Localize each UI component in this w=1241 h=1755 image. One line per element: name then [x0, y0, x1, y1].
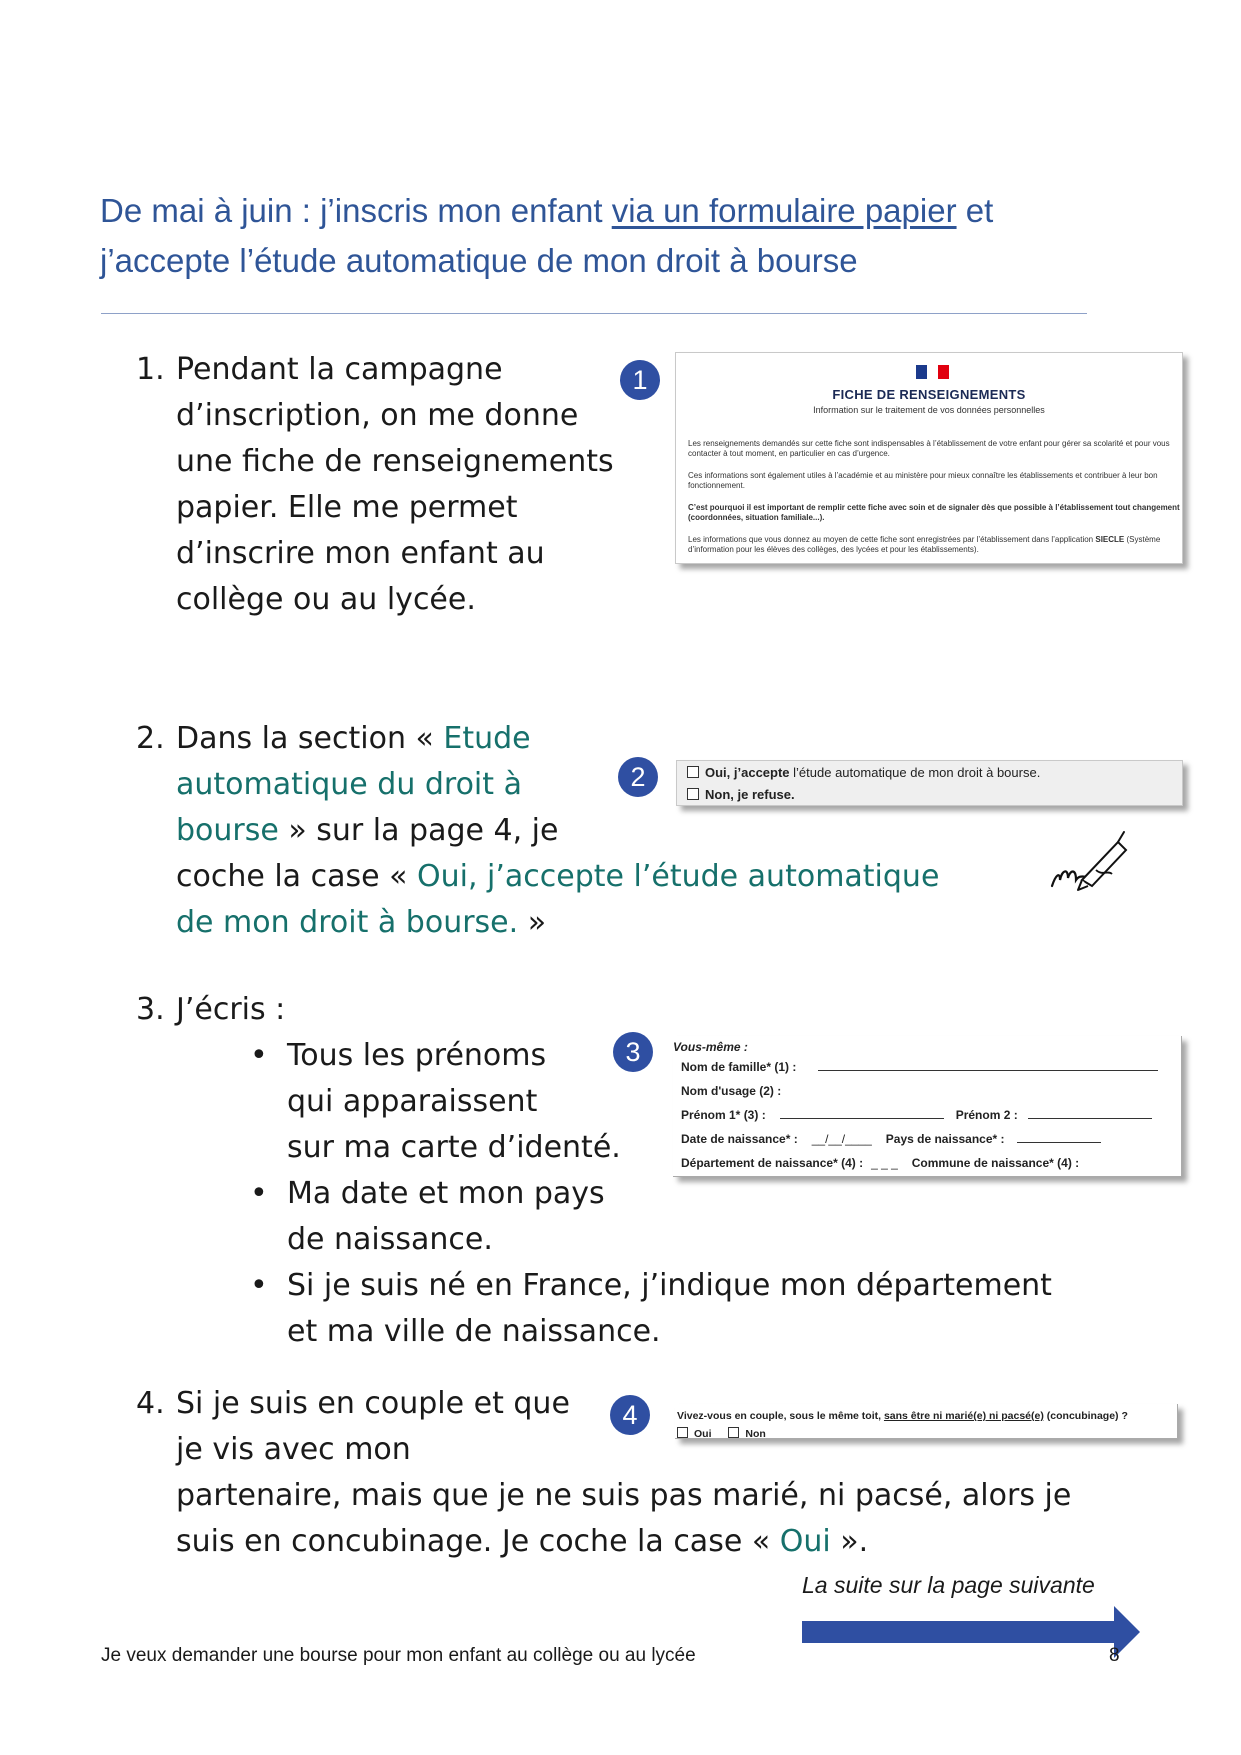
q-start: Vivez-vous en couple, sous le même toit, [677, 1410, 884, 1422]
step2-l3a: bourse [176, 813, 279, 848]
step4-l1: Si je suis en couple et que [176, 1386, 570, 1421]
q-end: (concubinage) ? [1043, 1410, 1128, 1422]
bullet-line: qui apparaissent [287, 1084, 538, 1119]
step1-line: d’inscrire mon enfant au [176, 536, 545, 571]
heading-divider [101, 313, 1087, 314]
fiche-title: FICHE DE RENSEIGNEMENTS [832, 387, 1026, 402]
label-commune: Commune de naissance* (4) : [911, 1156, 1080, 1170]
step3-bullet-dot: • [250, 1038, 268, 1073]
dep-mask: _ _ _ [871, 1156, 898, 1170]
option-non: Non [745, 1428, 766, 1440]
bourse-option-non [687, 787, 795, 802]
step2-text [176, 716, 1036, 946]
fiche-paragraph-1: Les renseignements demandés sur cette fiche sont indispensables à l’établissement de votre enfant pour gérer sa scolarité et pour vous contacter à tout moment, en particulier en cas d’urgence. [688, 439, 1170, 458]
flag-stripe-blue [916, 365, 927, 379]
bourse-option-oui [687, 765, 1040, 780]
step1-number: 1. [136, 352, 165, 387]
step2-l1b: Etude [443, 721, 531, 756]
step4-l4c: ». [830, 1524, 869, 1559]
bullet-line: et ma ville de naissance. [287, 1314, 661, 1349]
step2-l5b: » [518, 905, 547, 940]
date-mask: __/__/____ [811, 1132, 872, 1146]
form-row-lieu [681, 1156, 1079, 1170]
checkbox-icon [687, 766, 699, 778]
identite-form-excerpt [673, 1036, 1182, 1177]
continue-label: La suite sur la page suivante [802, 1572, 1095, 1598]
step4-badge: 4 [610, 1395, 650, 1435]
step2-l5a: de mon droit à bourse. [176, 905, 519, 940]
heading-part1: De mai à juin : j’inscris mon enfant [100, 192, 612, 229]
step4-number: 4. [136, 1386, 165, 1421]
opt1-bold: Oui, j’accepte [705, 765, 790, 780]
flag-stripe-white [927, 365, 938, 379]
bullet-line: Ma date et mon pays [287, 1176, 605, 1211]
step3-bullet-3 [287, 1263, 1147, 1355]
blank-line [818, 1060, 1158, 1071]
step2-l2: automatique du droit à [176, 767, 522, 802]
fiche-subtitle: Information sur le traitement de vos données personnelles [813, 405, 1045, 415]
bourse-checkbox-excerpt [676, 760, 1183, 806]
checkbox-icon [687, 788, 699, 800]
blank-line [1017, 1132, 1101, 1143]
step2-l4b: Oui, j’accepte l’étude automatique [417, 859, 940, 894]
step1-line: une fiche de renseignements [176, 444, 614, 479]
fiche-p4-start: Les informations que vous donnez au moyen de cette fiche sont enregistrées par l’établissement dans l’application [688, 535, 1096, 544]
concubinage-options [677, 1427, 766, 1440]
next-page-arrow-icon [802, 1606, 1142, 1658]
form-title: Vous-même : [673, 1040, 748, 1054]
flag-stripe-red [938, 365, 949, 379]
bullet-line: sur ma carte d’identé. [287, 1130, 621, 1165]
step4-l4b: Oui [779, 1524, 831, 1559]
opt1-rest: l’étude automatique de mon droit à bourse. [789, 765, 1041, 780]
bullet-line: Tous les prénoms [287, 1038, 547, 1073]
checkbox-icon [728, 1427, 739, 1438]
heading-underlined: via un formulaire papier [611, 192, 957, 229]
q-underlined: sans être ni marié(e) ni pacsé(e) [883, 1410, 1044, 1422]
option-oui: Oui [694, 1428, 712, 1440]
concubinage-question [677, 1410, 1128, 1422]
fiche-paragraph-3: C’est pourquoi il est important de remplir cette fiche avec soin et de signaler dès que possible à l’établissement tout changement (coordonnées, situation familiale...). [688, 503, 1180, 522]
step1-line: d’inscription, on me donne [176, 398, 579, 433]
page-number: 8 [1109, 1645, 1120, 1666]
form-row-naissance [681, 1132, 1101, 1146]
step3-intro: J’écris : [176, 992, 286, 1027]
step2-badge: 2 [618, 757, 658, 797]
signature-pen-icon [1046, 828, 1136, 898]
step1-text [176, 347, 656, 623]
label-nom-usage: Nom d'usage (2) : [681, 1084, 782, 1098]
heading-part2: et j’accepte l’étude automatique de mon droit à bourse [100, 192, 994, 279]
step2-l3b: » sur la page 4, je [278, 813, 559, 848]
step4-l2: je vis avec mon [176, 1432, 411, 1467]
checkbox-icon [677, 1427, 688, 1438]
form-row-nom-famille [681, 1060, 1158, 1074]
bullet-line: de naissance. [287, 1222, 493, 1257]
step1-line: Pendant la campagne [176, 352, 503, 387]
step3-number: 3. [136, 992, 165, 1027]
form-row-prenoms [681, 1108, 1152, 1122]
concubinage-excerpt [675, 1404, 1178, 1439]
label-prenom1: Prénom 1* (3) : [681, 1108, 766, 1122]
step2-l4a: coche la case « [176, 859, 417, 894]
label-prenom2: Prénom 2 : [955, 1108, 1018, 1122]
step3-bullet-dot: • [250, 1176, 268, 1211]
fiche-paragraph-2: Ces informations sont également utiles à l’académie et au ministère pour mieux connaître les établissements et contribuer à leur bon fonctionnement. [688, 471, 1158, 490]
page-heading [100, 186, 1100, 286]
footer-title: Je veux demander une bourse pour mon enfant au collège ou au lycée [101, 1645, 696, 1666]
step1-badge: 1 [620, 360, 660, 400]
form-row-nom-usage [681, 1084, 781, 1098]
step4-l4a: suis en concubinage. Je coche la case « [176, 1524, 780, 1559]
step2-number: 2. [136, 721, 165, 756]
bullet-line: Si je suis né en France, j’indique mon département [287, 1268, 1052, 1303]
label-departement: Département de naissance* (4) : [681, 1156, 864, 1170]
step3-badge: 3 [613, 1032, 653, 1072]
label-nom-famille: Nom de famille* (1) : [681, 1060, 797, 1074]
step1-line: papier. Elle me permet [176, 490, 518, 525]
step1-line: collège ou au lycée. [176, 582, 476, 617]
fiche-paragraph-4 [688, 535, 1182, 555]
fiche-p4-siecle: SIECLE [1095, 535, 1125, 544]
french-flag-icon [916, 365, 950, 379]
step3-bullet-dot: • [250, 1268, 268, 1303]
blank-line [1028, 1108, 1152, 1119]
step4-l3: partenaire, mais que je ne suis pas marié, ni pacsé, alors je [176, 1478, 1072, 1513]
step3-bullet-2 [287, 1171, 657, 1263]
blank-line [780, 1108, 944, 1119]
fiche-p4-end: (Système d’information pour les élèves des collèges, des lycées et pour les établissements). [688, 535, 1161, 554]
label-pays: Pays de naissance* : [885, 1132, 1005, 1146]
fiche-renseignements-excerpt [675, 352, 1183, 564]
step3-bullet-1 [287, 1033, 657, 1171]
label-date-naissance: Date de naissance* : [681, 1132, 798, 1146]
step2-l1a: Dans la section « [176, 721, 444, 756]
opt2-bold: Non, je refuse. [705, 787, 795, 802]
